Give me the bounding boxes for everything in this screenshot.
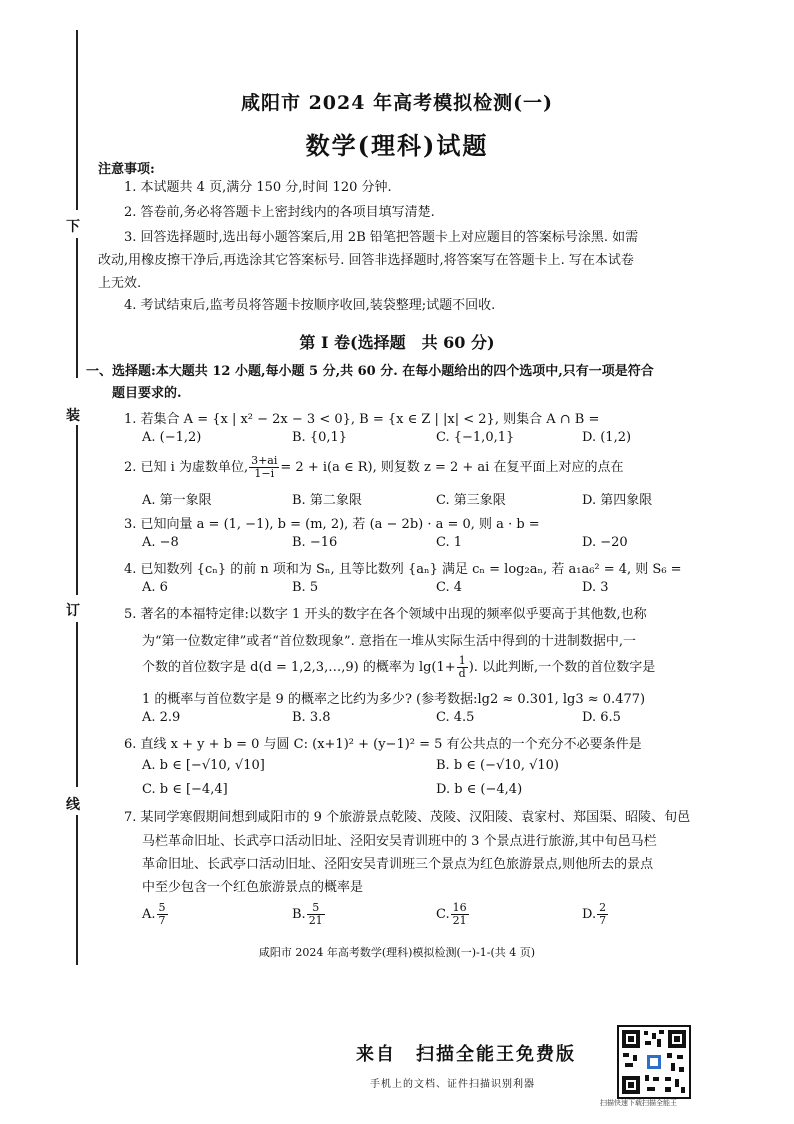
binding-line <box>76 815 78 965</box>
part-instruction: 题目要求的. <box>112 386 182 401</box>
option-fraction <box>157 902 168 927</box>
question-7-option-c <box>436 902 470 927</box>
fraction-numerator: 3+ai <box>251 454 278 467</box>
question-2-text: 2. 已知 i 为虚数单位, <box>124 460 249 475</box>
question-4-stem: 4. 已知数列 {cₙ} 的前 n 项和为 Sₙ, 且等比数列 {aₙ} 满足 cₙ = log₂aₙ, 若 a₁a₆² = 4, 则 S₆ = <box>124 562 682 577</box>
question-2-option-a: A. 第一象限 <box>142 493 212 508</box>
question-7-stem: 马栏革命旧址、长武亭口活动旧址、泾阳安吴青训班中的 3 个景点进行旅游,其中旬邑马栏 <box>142 834 657 849</box>
part-instruction: 一、选择题:本大题共 12 小题,每小题 5 分,共 60 分. 在每小题给出的四个选项中,只有一项是符合 <box>86 364 654 379</box>
binding-char: 装 <box>66 408 80 424</box>
binding-char: 线 <box>66 797 80 813</box>
question-1-option-c: C. {−1,0,1} <box>436 430 515 445</box>
watermark-title: 来自 扫描全能王免费版 <box>356 1044 576 1065</box>
question-5-stem: 为“第一位数定律”或者“首位数现象”. 意指在一堆从实际生活中得到的十进制数据中,一 <box>142 634 636 649</box>
qr-caption: 扫描快速下载扫描全能王 <box>600 1099 677 1107</box>
question-3-option-b: B. −16 <box>292 535 338 550</box>
notice-item: 2. 答卷前,务必将答题卡上密封线内的各项目填写清楚. <box>124 205 435 220</box>
fraction-denominator: 21 <box>308 914 323 927</box>
option-letter: D. <box>582 907 597 922</box>
option-fraction <box>451 902 469 927</box>
question-7-option-a <box>142 902 169 927</box>
binding-line <box>76 622 78 787</box>
question-5-stem <box>142 655 655 680</box>
question-5-option-d: D. 6.5 <box>582 710 621 725</box>
question-2-stem <box>124 455 623 480</box>
page-footer: 咸阳市 2024 年高考数学(理科)模拟检测(一)-1-(共 4 页) <box>258 946 536 959</box>
question-2-option-c: C. 第三象限 <box>436 493 506 508</box>
qr-code-icon[interactable] <box>617 1025 691 1099</box>
question-1-stem: 1. 若集合 A = {x | x² − 2x − 3 < 0}, B = {x ∈ Z | |x| < 2}, 则集合 A ∩ B = <box>124 412 600 427</box>
option-fraction <box>307 902 325 927</box>
question-5-stem: 5. 著名的本福特定律:以数字 1 开头的数字在各个领域中出现的频率似乎要高于其他数,也称 <box>124 607 647 622</box>
fraction-denominator: 21 <box>452 914 467 927</box>
notice-item: 3. 回答选择题时,选出每小题答案后,用 2B 铅笔把答题卡上对应题目的答案标号涂黑. 如需 <box>124 230 639 245</box>
question-7-option-d <box>582 902 609 927</box>
notice-item: 改动,用橡皮擦干净后,再选涂其它答案标号. 回答非选择题时,将答案写在答题卡上. 写在本试卷 <box>98 253 634 268</box>
question-2-option-b: B. 第二象限 <box>292 493 362 508</box>
notice-item: 4. 考试结束后,监考员将答题卡按顺序收回,装袋整理;试题不回收. <box>124 298 496 313</box>
option-letter: B. <box>292 907 306 922</box>
binding-char: 下 <box>66 219 80 235</box>
question-6-option-d: D. b ∈ (−4,4) <box>436 782 523 797</box>
question-5-option-b: B. 3.8 <box>292 710 331 725</box>
exam-title: 咸阳市 2024 年高考模拟检测(一) <box>240 92 554 114</box>
question-7-stem: 7. 某同学寒假期间想到咸阳市的 9 个旅游景点乾陵、茂陵、汉阳陵、袁家村、郑国渠、昭陵、旬邑 <box>124 810 691 825</box>
option-letter: A. <box>142 907 156 922</box>
fraction-numerator: 16 <box>452 901 467 914</box>
question-1-option-a: A. (−1,2) <box>142 430 202 445</box>
question-1-option-d: D. (1,2) <box>582 430 632 445</box>
question-6-stem: 6. 直线 x + y + b = 0 与圆 C: (x+1)² + (y−1)² = 5 有公共点的一个充分不必要条件是 <box>124 737 642 752</box>
question-5-option-c: C. 4.5 <box>436 710 475 725</box>
question-5-text: ). 以此判断,一个数的首位数字是 <box>468 660 656 675</box>
question-7-stem: 革命旧址、长武亭口活动旧址、泾阳安吴青训班三个景点为红色旅游景点,则他所去的景点 <box>142 857 654 872</box>
question-7-option-b <box>292 902 326 927</box>
option-fraction <box>597 902 608 927</box>
question-5-fraction <box>457 655 468 680</box>
question-5-text: 个数的首位数字是 d(d = 1,2,3,…,9) 的概率为 lg(1+ <box>142 660 456 675</box>
notice-heading: 注意事项: <box>98 162 155 177</box>
question-6-option-a: A. b ∈ [−√10, √10] <box>142 758 265 773</box>
option-letter: C. <box>436 907 450 922</box>
fraction-numerator: 5 <box>307 902 325 915</box>
exam-subtitle: 数学(理科)试题 <box>305 131 489 160</box>
question-2-option-d: D. 第四象限 <box>582 493 653 508</box>
question-4-option-d: D. 3 <box>582 580 609 595</box>
question-3-option-d: D. −20 <box>582 535 628 550</box>
fraction-numerator: 1 <box>457 655 468 668</box>
qr-code-graphic <box>619 1027 689 1097</box>
question-3-stem: 3. 已知向量 a = (1, −1), b = (m, 2), 若 (a − 2b) · a = 0, 则 a · b = <box>124 517 540 532</box>
question-7-stem: 中至少包含一个红色旅游景点的概率是 <box>142 880 364 895</box>
fraction-denominator: 7 <box>599 914 607 927</box>
question-6-option-c: C. b ∈ [−4,4] <box>142 782 228 797</box>
notice-item: 上无效. <box>98 276 142 291</box>
question-3-option-c: C. 1 <box>436 535 463 550</box>
question-4-option-a: A. 6 <box>142 580 168 595</box>
section-title: 第 Ⅰ 卷(选择题 共 60 分) <box>299 333 495 352</box>
fraction-denominator: 1−i <box>254 467 275 480</box>
question-4-option-c: C. 4 <box>436 580 463 595</box>
watermark-subtitle: 手机上的文档、证件扫描识别利器 <box>370 1079 535 1090</box>
binding-line <box>76 30 78 210</box>
question-1-option-b: B. {0,1} <box>292 430 348 445</box>
binding-char: 订 <box>66 603 80 619</box>
fraction-numerator: 5 <box>158 901 166 914</box>
question-3-option-a: A. −8 <box>142 535 179 550</box>
question-5-option-a: A. 2.9 <box>142 710 181 725</box>
fraction-denominator: d <box>458 667 466 680</box>
binding-line <box>76 425 78 595</box>
question-6-option-b: B. b ∈ (−√10, √10) <box>436 758 559 773</box>
fraction-numerator: 2 <box>599 901 607 914</box>
notice-item: 1. 本试题共 4 页,满分 150 分,时间 120 分钟. <box>124 180 392 195</box>
fraction-denominator: 7 <box>158 914 166 927</box>
question-4-option-b: B. 5 <box>292 580 319 595</box>
question-5-stem: 1 的概率与首位数字是 9 的概率之比约为多少? (参考数据:lg2 ≈ 0.301, lg3 ≈ 0.477) <box>142 692 646 707</box>
question-2-text: = 2 + i(a ∈ R), 则复数 z = 2 + ai 在复平面上对应的点在 <box>280 460 624 475</box>
question-2-fraction <box>249 455 279 480</box>
binding-line <box>76 238 78 378</box>
